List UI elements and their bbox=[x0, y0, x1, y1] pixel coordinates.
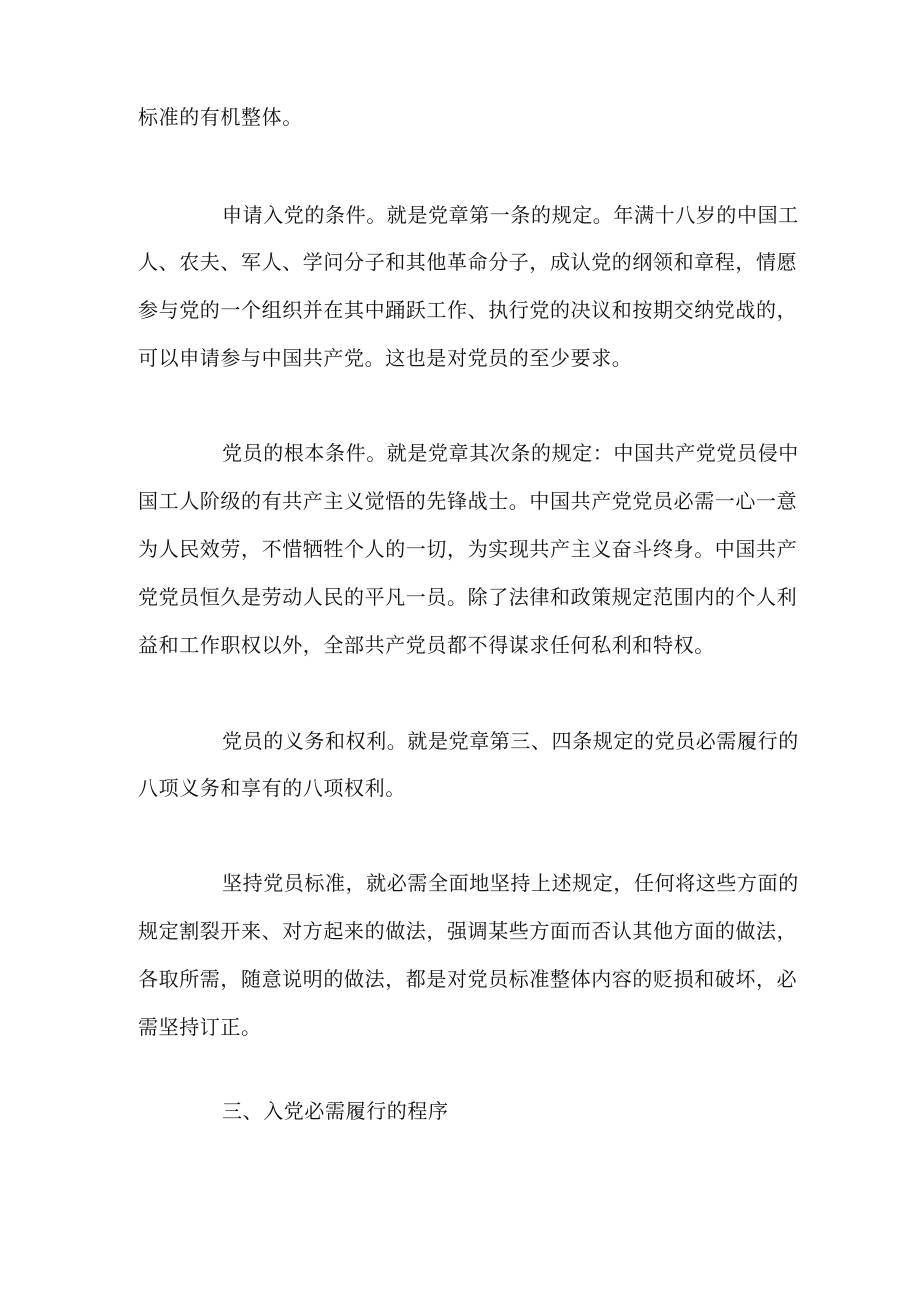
paragraph-line: 八项义务和享有的八项权利。 bbox=[138, 776, 406, 800]
paragraph-line: 申请入党的条件。就是党章第一条的规定。年满十八岁的中国工 bbox=[222, 203, 799, 227]
paragraph-line: 各取所需，随意说明的做法，都是对党员标准整体内容的贬损和破坏，必 bbox=[138, 967, 798, 991]
paragraph-line: 国工人阶级的有共产主义觉悟的先锋战士。中国共产党党员必需一心一意 bbox=[138, 489, 798, 513]
paragraph-line: 党党员恒久是劳动人民的平凡一员。除了法律和政策规定范围内的个人利 bbox=[138, 585, 798, 609]
paragraph-line: 需坚持订正。 bbox=[138, 1015, 262, 1039]
paragraph-line: 为人民效劳，不惜牺牲个人的一切，为实现共产主义奋斗终身。中国共产 bbox=[138, 537, 798, 561]
paragraph-line: 益和工作职权以外，全部共产党员都不得谋求任何私利和特权。 bbox=[138, 633, 715, 657]
paragraph-line: 标准的有机整体。 bbox=[138, 105, 303, 129]
section-heading: 三、入党必需履行的程序 bbox=[222, 1099, 449, 1123]
paragraph-line: 可以申请参与中国共产党。这也是对党员的至少要求。 bbox=[138, 346, 633, 370]
paragraph-line: 参与党的一个组织并在其中踊跃工作、执行党的决议和按期交纳党战的， bbox=[138, 298, 798, 322]
paragraph-line: 党员的义务和权利。就是党章第三、四条规定的党员必需履行的 bbox=[222, 729, 799, 753]
paragraph-line: 规定割裂开来、对方起来的做法，强调某些方面而否认其他方面的做法， bbox=[138, 919, 798, 943]
paragraph-line: 人、农夫、军人、学问分子和其他革命分子，成认党的纲领和章程，情愿 bbox=[138, 250, 798, 274]
paragraph-line: 坚持党员标准，就必需全面地坚持上述规定，任何将这些方面的 bbox=[222, 871, 799, 895]
paragraph-line: 党员的根本条件。就是党章其次条的规定：中国共产党党员侵中 bbox=[222, 441, 799, 465]
